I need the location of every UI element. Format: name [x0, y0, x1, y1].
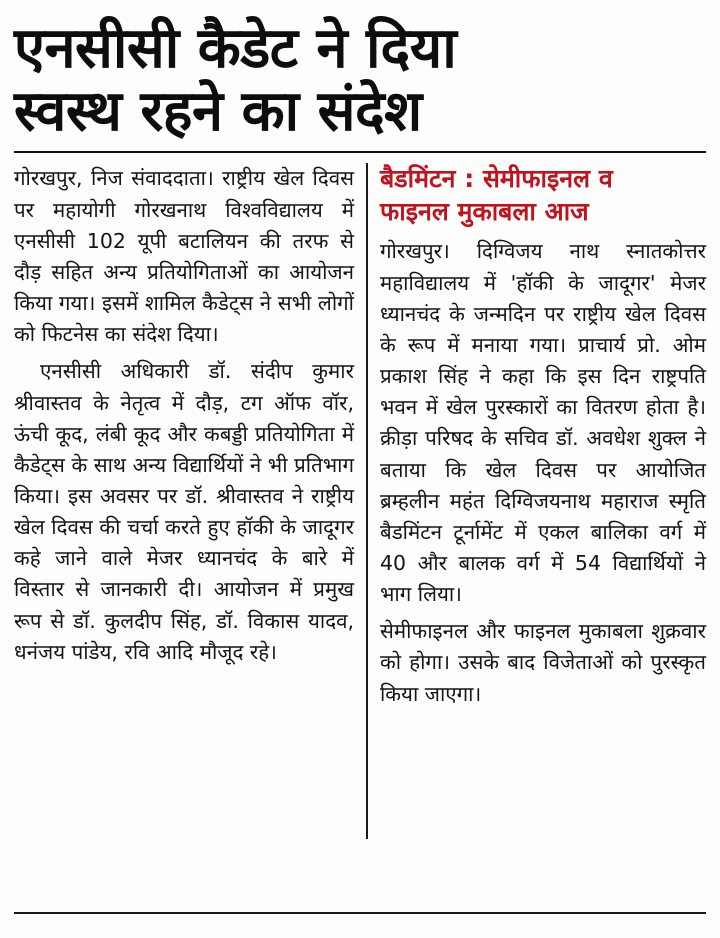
sub-headline-line-1: बैडमिंटन : सेमीफाइनल व: [380, 164, 613, 194]
right-paragraph-2: सेमीफाइनल और फाइनल मुकाबला शुक्रवार को होगा। उसके बाद विजेताओं को पुरस्कृत किया जाएगा।: [380, 619, 706, 706]
right-paragraph-1: गोरखपुर। दिग्विजय नाथ स्नातकोत्तर महाविद्यालय में 'हॉकी के जादूगर' मेजर ध्यानचंद के जन्मदिन पर राष्ट्रीय खेल दिवस के रूप में मनाया गया। प्राचार्य प्रो. ओम प्रकाश सिंह ने कहा कि इस दिन राष्ट्रपति भवन में खेल पुरस्कारों का वितरण होता है। क्रीड़ा परिषद के सचिव डॉ. अवधेश शुक्ल ने बताया कि खेल दिवस पर आयोजित ब्रम्हलीन महंत दिग्विजयनाथ महाराज स्मृति बैडमिंटन टूर्नामेंट में एकल बालिका वर्ग में 40 और बालक वर्ग में 54 विद्यार्थियों ने भाग लिया।: [380, 239, 706, 607]
sub-headline: [380, 163, 706, 228]
headline-line-2: स्वस्थ रहने का संदेश: [14, 78, 422, 144]
left-paragraph-1: गोरखपुर, निज संवाददाता। राष्ट्रीय खेल दिवस पर महायोगी गोरखनाथ विश्वविद्यालय में एनसीसी 102 यूपी बटालियन की तरफ से दौड़ सहित अन्य प्रतियोगिताओं का आयोजन किया गया। इसमें शामिल कैडेट्स ने सभी लोगों को फिटनेस का संदेश दिया।: [14, 166, 354, 347]
left-column: [14, 163, 366, 839]
left-paragraph-2: एनसीसी अधिकारी डॉ. संदीप कुमार श्रीवास्तव के नेतृत्व में दौड़, टग ऑफ वॉर, ऊंची कूद, लंबी कूद और कबड्डी प्रतियोगिता में कैडेट्स के साथ अन्य विद्यार्थियों ने भी प्रतिभाग किया। इस अवसर पर डॉ. श्रीवास्तव ने राष्ट्रीय खेल दिवस की चर्चा करते हुए हॉकी के जादूगर कहे जाने वाले मेजर ध्यानचंद के बारे में विस्तार से जानकारी दी। आयोजन में प्रमुख रूप से डॉ. कुलदीप सिंह, डॉ. विकास यादव, धनंजय पांडेय, रवि आदि मौजूद रहे।: [14, 359, 354, 664]
footer-divider: [14, 912, 706, 914]
article-columns: [14, 163, 706, 839]
headline-divider: [14, 151, 706, 153]
right-column: [368, 163, 706, 839]
page-title: [14, 18, 706, 143]
sub-headline-line-2: फाइनल मुकाबला आज: [380, 196, 589, 226]
headline-line-1: एनसीसी कैडेट ने दिया: [14, 16, 457, 81]
